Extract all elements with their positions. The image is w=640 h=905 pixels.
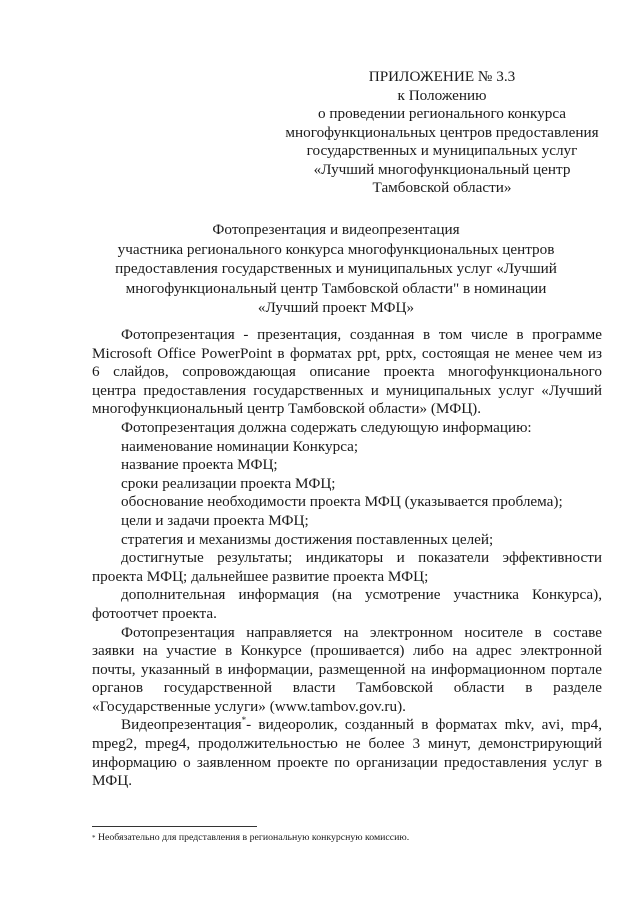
video-definition: - видеоролик, созданный в форматах mkv, avi, mp4, (246, 716, 602, 734)
paragraph-line: «Государственные услуги» (www.tambov.gov.ru). (92, 697, 406, 715)
list-item-continuation: проекта МФЦ; дальнейшее развитие проекта МФЦ; (92, 567, 429, 585)
paragraph-line: mpeg2, mpeg4, продолжительностью не более 3 минут, демонстрирующий (92, 735, 602, 753)
title-line: участника регионального конкурса многофункциональных центров (117, 240, 555, 258)
list-item: достигнутые результаты; индикаторы и показатели эффективности (121, 549, 602, 567)
document-body (92, 326, 602, 791)
footnote (92, 832, 409, 844)
footnote-mark: * (92, 834, 96, 842)
paragraph-line: органов государственной власти Тамбовской области в разделе (92, 679, 602, 697)
video-term: Видеопрезентация (121, 716, 242, 734)
paragraph-line: почты, указанный в информации, размещенной на информационном портале (92, 660, 602, 678)
appendix-line: к Положению (397, 86, 487, 104)
paragraph-line: заявки на участие в Конкурсе (прошивается) либо на адрес электронной (92, 642, 602, 660)
paragraph-line: Фотопрезентация - презентация, созданная в том числе в программе (121, 326, 602, 343)
list-item: стратегия и механизмы достижения поставленных целей; (121, 530, 494, 548)
paragraph-line (92, 716, 602, 735)
document-title (80, 220, 592, 318)
title-line: «Лучший проект МФЦ» (257, 299, 415, 316)
appendix-line: Тамбовской области» (372, 179, 512, 196)
appendix-line: государственных и муниципальных услуг (306, 142, 578, 159)
footnote-divider (92, 826, 257, 827)
footnote-reference[interactable]: * (241, 715, 247, 726)
paragraph-line: 6 слайдов, сопровождающая описание проекта многофункционального (92, 363, 602, 381)
footnote-text: Необязательно для представления в региональную конкурсную комиссию. (97, 832, 410, 843)
paragraph-line: Фотопрезентация направляется на электронном носителе в составе (121, 623, 602, 641)
appendix-line: многофункциональных центров предоставления (285, 123, 599, 141)
list-item: название проекта МФЦ; (121, 456, 278, 474)
list-item: дополнительная информация (на усмотрение участника Конкурса), (121, 586, 602, 604)
appendix-line: о проведении регионального конкурса (317, 105, 567, 122)
paragraph-line: многофункциональный центр Тамбовской области» (МФЦ). (92, 400, 482, 418)
list-item: обоснование необходимости проекта МФЦ (указывается проблема); (121, 493, 563, 511)
list-item: цели и задачи проекта МФЦ; (121, 511, 309, 529)
paragraph-line: информацию о заявленном проекте по организации предоставления услуг в (92, 753, 602, 771)
title-line: Фотопрезентация и видеопрезентация (212, 221, 460, 238)
paragraph-line: Фотопрезентация должна содержать следующую информацию: (121, 418, 532, 436)
list-item: наименование номинации Конкурса; (121, 437, 359, 455)
list-item-continuation: фотоотчет проекта. (92, 604, 217, 622)
title-line: предоставления государственных и муниципальных услуг «Лучший (115, 260, 557, 277)
paragraph-line: центра предоставления государственных и муниципальных услуг «Лучший (92, 381, 602, 399)
appendix-header (268, 68, 616, 198)
paragraph-line: МФЦ. (92, 772, 133, 790)
title-line: многофункциональный центр Тамбовской области" в номинации (125, 279, 547, 297)
list-item: сроки реализации проекта МФЦ; (121, 474, 336, 492)
appendix-line: «Лучший многофункциональный центр (313, 160, 571, 178)
paragraph-line: Microsoft Office PowerPoint в форматах ppt, pptx, состоящая не менее чем из (92, 344, 602, 362)
appendix-number: ПРИЛОЖЕНИЕ № 3.3 (368, 68, 516, 85)
